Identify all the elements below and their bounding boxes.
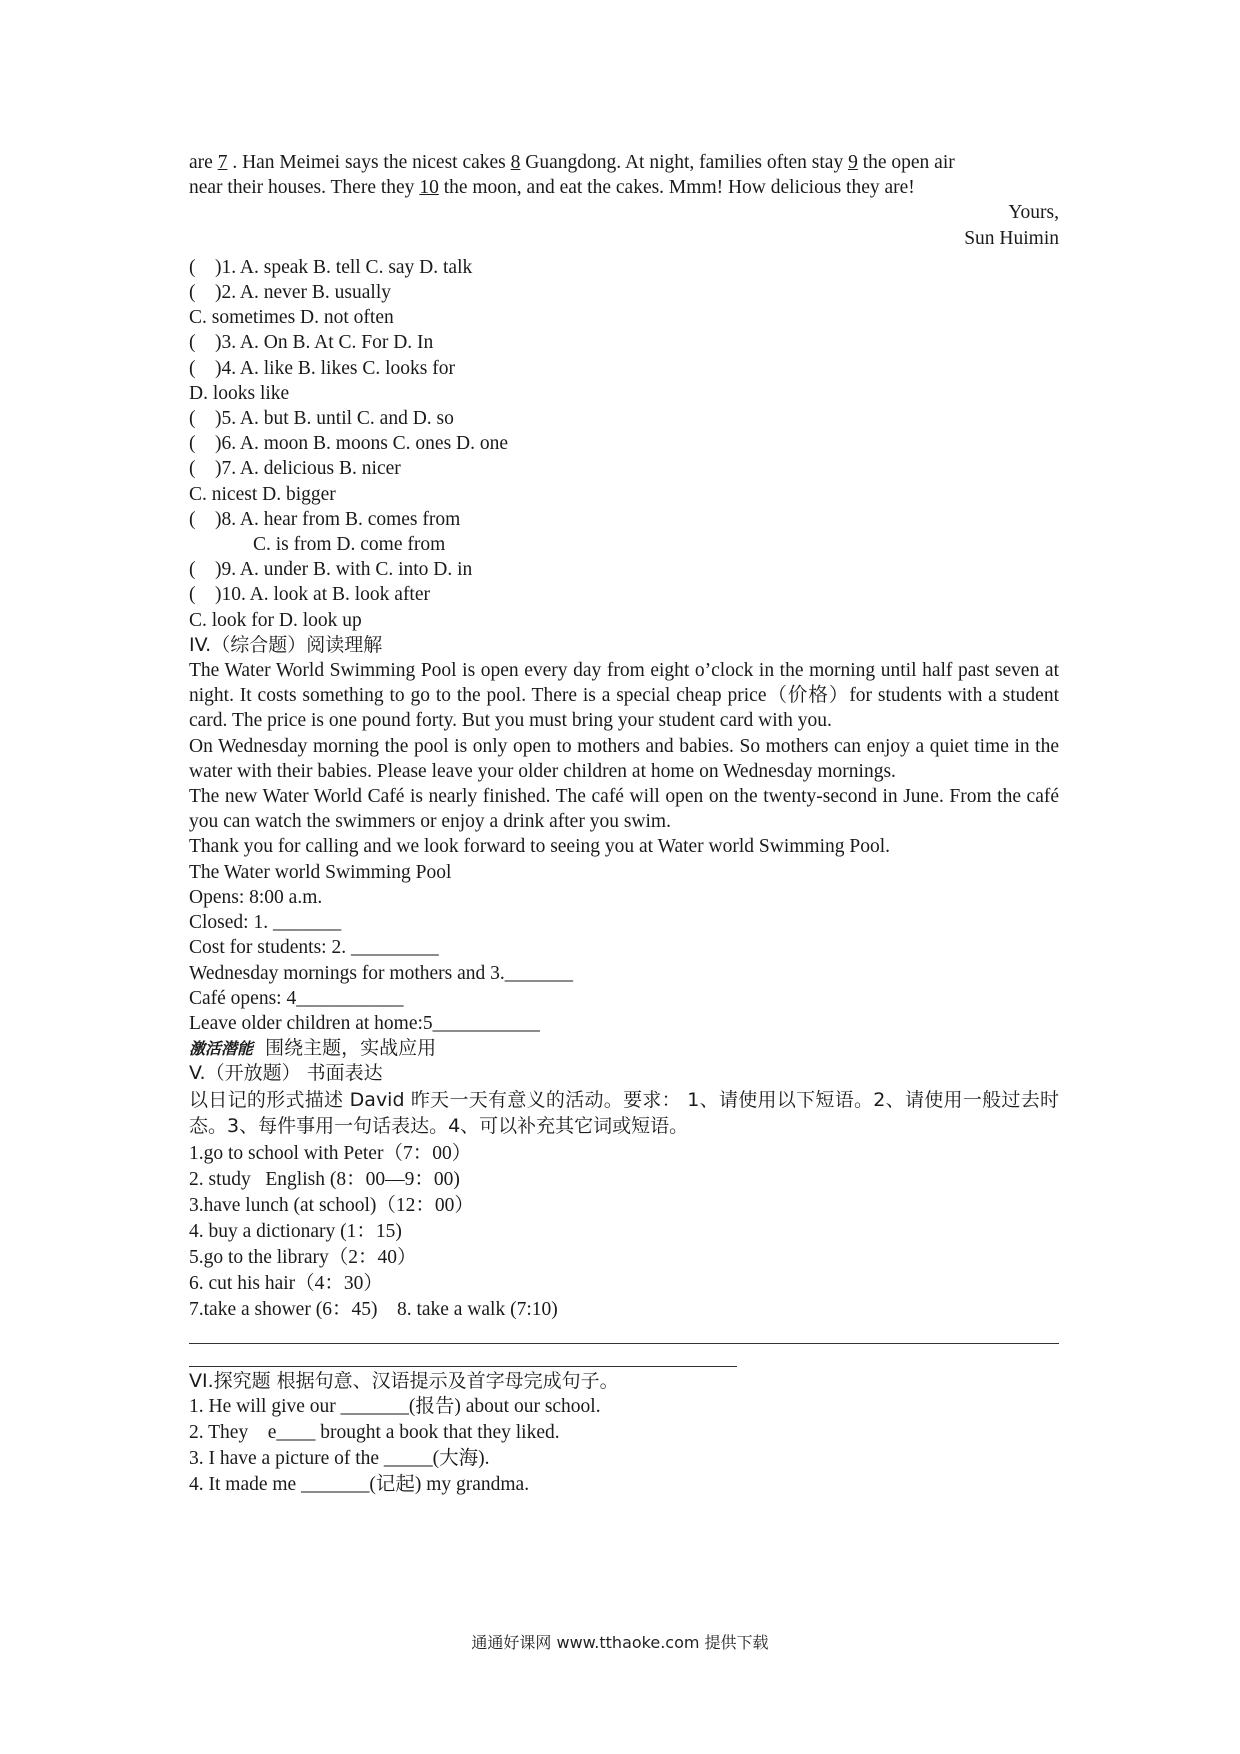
- option-line: C. sometimes D. not often: [189, 307, 394, 329]
- info-line: Wednesday mornings for mothers and 3._______: [189, 962, 574, 984]
- letter-text: near their houses. There they: [189, 177, 420, 199]
- letter-text: are: [189, 152, 218, 173]
- blank-number: 10: [419, 177, 439, 199]
- blank-number: 7: [217, 152, 228, 173]
- letter-text: the moon, and eat the cakes. Mmm! How delicious they are!: [438, 177, 915, 199]
- sentence-item: 4. It made me _______(记起) my grandma.: [189, 1473, 530, 1495]
- sentence-item: 3. I have a picture of the _____(大海).: [189, 1447, 490, 1469]
- reading-paragraph: Thank you for calling and we look forward to seeing you at Water world Swimming Pool.: [189, 836, 891, 858]
- option-line: ( )1. A. speak B. tell C. say D. talk: [189, 256, 473, 278]
- option-line: ( )5. A. but B. until C. and D. so: [189, 408, 454, 430]
- phrase-item: 7.take a shower (6：45) 8. take a walk (7:10): [189, 1298, 558, 1320]
- option-line: D. looks like: [189, 382, 290, 404]
- blank-number: 9: [848, 152, 858, 173]
- answer-line: [189, 1343, 1059, 1344]
- option-line: C. is from D. come from: [253, 534, 446, 556]
- option-line: ( )10. A. look at B. look after: [189, 584, 430, 606]
- option-line: ( )7. A. delicious B. nicer: [189, 458, 401, 480]
- info-line: Closed: 1. _______: [189, 912, 342, 934]
- section-4-heading: IV.（综合题）阅读理解: [189, 633, 383, 656]
- phrase-item: 1.go to school with Peter（7：00）: [189, 1142, 472, 1164]
- phrase-list: [189, 1141, 1059, 1323]
- answer-line: [189, 1366, 737, 1367]
- option-line: ( )3. A. On B. At C. For D. In: [189, 332, 434, 354]
- writing-instruction: 以日记的形式描述 David 昨天一天有意义的活动。要求： 1、请使用以下短语。2、请使用一般过去时态。3、每件事用一句话表达。4、可以补充其它词或短语。: [189, 1088, 1059, 1137]
- letter-signature: Sun Huimin: [964, 227, 1059, 249]
- reading-paragraph: On Wednesday morning the pool is only open to mothers and babies. So mothers can enjoy a quiet time in the water with their babies. Please leave your older children at home on Wednesday mornings.: [189, 735, 1059, 782]
- info-line: Café opens: 4___________: [189, 987, 404, 1009]
- option-line: ( )2. A. never B. usually: [189, 282, 392, 304]
- info-line: The Water world Swimming Pool: [189, 861, 452, 883]
- activation-text: 围绕主题，实战应用: [265, 1037, 437, 1060]
- phrase-item: 2. study English (8：00—9：00): [189, 1168, 460, 1190]
- sentence-item: 1. He will give our _______(报告) about our school.: [189, 1395, 601, 1417]
- sentence-item: 2. They e____ brought a book that they liked.: [189, 1421, 560, 1443]
- cloze-options: [189, 255, 1059, 633]
- activation-banner: [189, 1036, 1059, 1061]
- reading-paragraph: The Water World Swimming Pool is open every day from eight o’clock in the morning until half past seven at night. It costs something to go to the pool. There is a special cheap price（价格）for students with a student card. The price is one pound forty. But you must bring your student card with you.: [189, 660, 1059, 732]
- section-6-heading: VI.探究题 根据句意、汉语提示及首字母完成句子。: [189, 1369, 619, 1392]
- letter-line-2: [189, 175, 1059, 200]
- info-line: Leave older children at home:5___________: [189, 1012, 540, 1034]
- option-line: ( )6. A. moon B. moons C. ones D. one: [189, 433, 509, 455]
- letter-line-1: [189, 150, 1059, 175]
- phrase-item: 5.go to the library（2：40）: [189, 1246, 417, 1268]
- reading-paragraph: The new Water World Café is nearly finished. The café will open on the twenty-second in June. From the café you can watch the swimmers or enjoy a drink after you swim.: [189, 786, 1059, 833]
- blank-number: 8: [510, 152, 521, 173]
- option-line: ( )4. A. like B. likes C. looks for: [189, 357, 455, 379]
- option-line: ( )9. A. under B. with C. into D. in: [189, 559, 473, 581]
- letter-text: . Han Meimei says the nicest cakes: [227, 152, 511, 173]
- info-line: Cost for students: 2. _________: [189, 937, 439, 959]
- info-table: [189, 860, 1059, 1036]
- letter-text: the open air: [857, 152, 955, 173]
- sentence-list: [189, 1394, 1059, 1498]
- section-5-heading: V.（开放题） 书面表达: [189, 1062, 383, 1085]
- info-line: Opens: 8:00 a.m.: [189, 886, 323, 908]
- page-footer: 通通好课网 www.tthaoke.com 提供下载: [471, 1633, 769, 1652]
- phrase-item: 4. buy a dictionary (1：15): [189, 1220, 402, 1242]
- phrase-item: 6. cut his hair（4：30）: [189, 1272, 383, 1294]
- worksheet-page: [189, 150, 1059, 1498]
- letter-closing: Yours,: [1008, 202, 1059, 224]
- phrase-item: 3.have lunch (at school)（12：00）: [189, 1194, 474, 1216]
- letter-text: Guangdong. At night, families often stay: [520, 152, 849, 173]
- activation-label: 激活潜能: [189, 1039, 254, 1059]
- option-line: C. nicest D. bigger: [189, 483, 336, 505]
- option-line: ( )8. A. hear from B. comes from: [189, 508, 461, 530]
- option-line: C. look for D. look up: [189, 609, 362, 631]
